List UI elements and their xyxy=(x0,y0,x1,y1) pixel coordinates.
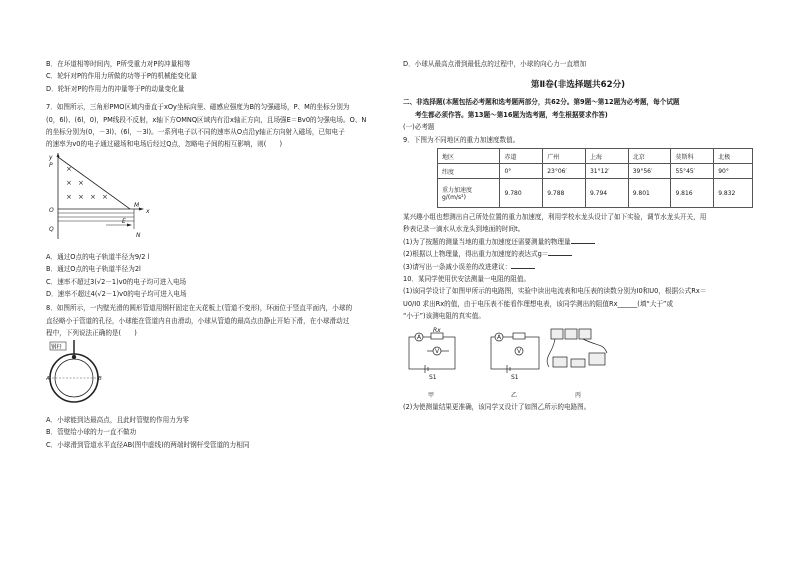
svg-text:×: × xyxy=(78,178,84,187)
figure-jia-label: 甲 xyxy=(428,391,435,399)
figure-yi-label: 乙 xyxy=(511,391,518,399)
point-m-label: M xyxy=(134,201,140,209)
x-axis-label: x xyxy=(146,207,150,215)
point-p-label: P xyxy=(49,161,53,169)
table-cell: 9.801 xyxy=(628,179,671,208)
steel-rod-label: 钢杆 xyxy=(51,344,63,351)
circuit-diagrams xyxy=(403,323,753,401)
question-8-text: 程中，下列说法正确的是( ) xyxy=(46,329,137,338)
question-9-part: (1)为了按题的测量当地的重力加速度还需要测量的物理量 xyxy=(403,237,571,246)
table-cell: 广州 xyxy=(543,149,586,164)
answer-blank xyxy=(571,237,595,244)
table-cell: 9.788 xyxy=(543,179,586,208)
figure-bing-label: 丙 xyxy=(575,391,582,399)
table-cell: 北极 xyxy=(714,149,753,164)
answer-blank xyxy=(511,262,535,269)
section-title: 第Ⅱ卷(非选择题共62分) xyxy=(530,80,626,91)
question-10-text: U0/I0 求出Rx的值，由于电压表不能看作理想电表，该同学测出的阻值Rx______(填“大于”或 xyxy=(403,299,674,308)
question-9-text xyxy=(403,261,753,273)
table-cell: 上海 xyxy=(585,149,628,164)
ring-tube-diagram xyxy=(46,340,156,406)
question-8-text: 8．如图所示，一内壁光滑的圆形管道用钢杆固定在天花板上(管道不变形)，环面位于竖直平面内，小球的 xyxy=(46,304,353,313)
svg-text:×: × xyxy=(66,178,72,187)
option-line: D．小球从最高点滑到最低点的过程中，小球的向心力一直增加 xyxy=(403,60,587,68)
point-o-label: O xyxy=(49,206,54,214)
question-9-text xyxy=(403,248,753,260)
left-column xyxy=(46,58,391,451)
right-column xyxy=(403,58,753,413)
question-9-intro: 9．下图为不同地区的重力加速度数值。 xyxy=(403,135,520,144)
question-7-text: 的速率为v0的电子通过磁场和电场后经过Q点，忽略电子间的相互影响，则( ) xyxy=(46,140,283,149)
table-cell: 23°06′ xyxy=(543,164,586,179)
point-q-label: Q xyxy=(49,225,54,233)
option-line: B．管壁给小球的力一直不做功 xyxy=(46,428,137,437)
table-cell: 地区 xyxy=(438,149,500,164)
question-9-part: (3)请写出一条减小误差的改进建议： xyxy=(403,262,512,271)
svg-text:×: × xyxy=(66,192,72,201)
option-line: C．小球滑到管道水平直径AB(图中虚线)的两端时钢杆受管道的力相同 xyxy=(46,440,250,449)
question-10-text: “小于”)该测电阻的真实值。 xyxy=(403,312,485,321)
magnetic-field-diagram xyxy=(46,151,176,243)
svg-text:×: × xyxy=(102,192,108,201)
question-10-text: (2)为使测量结果更准确，该同学又设计了如图乙所示的电路图。 xyxy=(403,402,591,411)
part-2-instructions: 考生都必须作答。第13题～第16题为选考题，考生根据要求作答) xyxy=(415,110,608,119)
table-cell: 90° xyxy=(714,164,753,179)
voltmeter-label: V xyxy=(517,347,522,355)
table-cell: 莫斯科 xyxy=(671,149,714,164)
question-9-text: 秒表记录一滴水从水龙头到地面的时间t。 xyxy=(403,225,525,234)
ammeter-label: A xyxy=(417,333,422,341)
point-b-label: B xyxy=(98,375,102,382)
option-line: B．在坏道相等时间内，P所受重力对P的冲量相等 xyxy=(46,60,191,68)
switch-label: S1 xyxy=(429,373,437,381)
svg-text:×: × xyxy=(66,164,72,173)
table-cell: 重力加速度 g/(m/s²) xyxy=(438,179,500,208)
option-line: D．速率不超过4(√2－1)v0的电子均可进入电场 xyxy=(46,290,187,299)
table-cell: 55°45′ xyxy=(671,164,714,179)
option-line: B．通过O点的电子轨道半径为2l xyxy=(46,265,141,274)
question-9-text xyxy=(403,236,753,248)
table-cell: 9.816 xyxy=(671,179,714,208)
option-line: C．轮轩对P的作用力所做的功等于P的机械能变化量 xyxy=(46,72,198,81)
question-10-text: 10．某同学使用伏安法测量一电阻的阻值。 xyxy=(403,275,531,284)
option-line: A．小球能到达最高点，且此时管壁的作用力为零 xyxy=(46,415,189,424)
switch-label: S1 xyxy=(511,373,519,381)
svg-text:×: × xyxy=(90,192,96,201)
table-cell: 9.780 xyxy=(500,179,543,208)
table-row xyxy=(438,164,753,179)
voltmeter-label: V xyxy=(435,347,440,355)
question-9-part: (2)根据以上物理量，得出重力加速度的表达式g＝ xyxy=(403,250,549,259)
option-line: A．通过O点的电子轨道半径为9/2 l xyxy=(46,252,150,261)
circuit-figures xyxy=(403,323,753,401)
question-7-text: 7．如图所示，三角形PMO区域内垂直于xOy坐标向里、磁感应强度为B的匀强磁场，P、M的坐标分别为 xyxy=(46,103,350,112)
question-8-text: 直径略小于管道的孔径，小球能在管道内自由滑动，小球从管道的最高点由静止开始下滑，在小球滑动过 xyxy=(46,316,350,325)
answer-blank xyxy=(548,249,572,256)
point-a-label: A xyxy=(46,375,50,382)
table-cell: 赤道 xyxy=(500,149,543,164)
table-cell: 9.832 xyxy=(714,179,753,208)
ammeter-label: A xyxy=(497,333,502,341)
question-9-text: 某兴趣小组也想测出自己所处位置的重力加速度，利用学校水龙头设计了如下实验，调节水龙头开关，用 xyxy=(403,213,707,222)
question-7-figure xyxy=(46,151,391,243)
table-row xyxy=(438,149,753,164)
part-2-instructions: 二、非选择题(本题包括必考题和选考题两部分，共62分。第9题～第12题为必考题，每个试题 xyxy=(403,98,680,107)
question-10-text: (1)该同学设计了如图甲所示的电路图，实验中读出电流表和电压表的读数分别为I0和U0，根据公式Rx＝ xyxy=(403,287,707,296)
svg-text:×: × xyxy=(78,192,84,201)
table-cell: 纬度 xyxy=(438,164,500,179)
option-line: D．轮轩对P的作用力的冲量等于P的动量变化量 xyxy=(46,84,185,93)
table-cell: 0° xyxy=(500,164,543,179)
question-7-text: (0，6l)、(6l，0)，PM线段不反射，x轴下方OMNQ区域内有沿x轴正方向，且场强E＝Bv0的匀强电场。O、N xyxy=(46,115,367,124)
point-n-label: N xyxy=(136,231,141,239)
field-e-label: E xyxy=(122,217,126,225)
table-cell: 39°56′ xyxy=(628,164,671,179)
gravity-table xyxy=(437,148,753,208)
table-cell: 9.794 xyxy=(585,179,628,208)
question-8-figure xyxy=(46,340,391,406)
table-cell: 31°12′ xyxy=(585,164,628,179)
table-row xyxy=(438,179,753,208)
y-axis-label: y xyxy=(49,153,53,161)
required-heading: (一)必考题 xyxy=(403,123,435,132)
question-7-text: 的坐标分别为(0，－3l)、(6l，－3l)。一系列电子以不同的速率从O点沿y轴正方向射入磁场，已知电子 xyxy=(46,128,345,137)
option-line: C．速率不超过3(√2－1)v0的电子均可进入电场 xyxy=(46,277,187,286)
table-cell: 北京 xyxy=(628,149,671,164)
resistor-label: Rx xyxy=(433,326,441,334)
